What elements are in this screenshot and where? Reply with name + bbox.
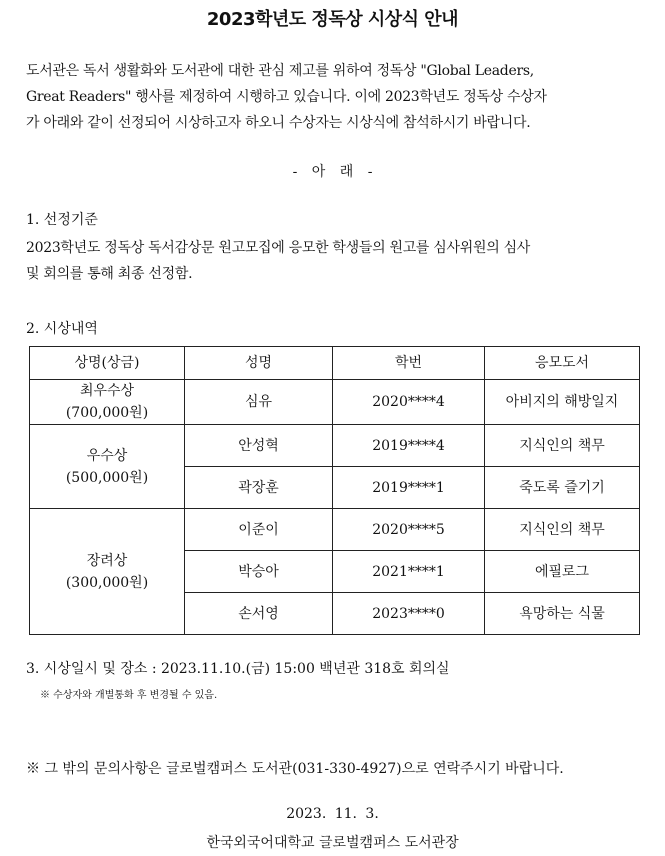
intro-paragraph bbox=[26, 58, 640, 136]
header-book: 응모도서 bbox=[485, 347, 640, 380]
winner-name: 손서영 bbox=[185, 593, 333, 635]
book-title: 욕망하는 식물 bbox=[485, 593, 640, 635]
award-title: 장려상 bbox=[86, 552, 128, 569]
winner-name: 이준이 bbox=[185, 509, 333, 551]
header-award: 상명(상금) bbox=[30, 347, 185, 380]
book-title: 지식인의 책무 bbox=[485, 509, 640, 551]
book-title: 죽도록 즐기기 bbox=[485, 467, 640, 509]
student-id: 2023****0 bbox=[333, 593, 485, 635]
intro-line: 도서관은 독서 생활화와 도서관에 대한 관심 제고를 위하여 정독상 "Global Leaders, bbox=[26, 63, 534, 79]
table-row bbox=[30, 425, 640, 467]
section1-body bbox=[26, 235, 640, 287]
award-prize: (500,000원) bbox=[65, 469, 149, 486]
student-id: 2020****5 bbox=[333, 509, 485, 551]
student-id: 2021****1 bbox=[333, 551, 485, 593]
awards-table bbox=[29, 346, 640, 635]
student-id: 2020****4 bbox=[333, 380, 485, 425]
student-id: 2019****4 bbox=[333, 425, 485, 467]
section1-line: 2023학년도 정독상 독서감상문 원고모집에 응모한 학생들의 원고를 심사위원의 심사 bbox=[26, 240, 531, 256]
book-title: 지식인의 책무 bbox=[485, 425, 640, 467]
table-row bbox=[30, 509, 640, 551]
section2-title: 2. 시상내역 bbox=[26, 321, 98, 337]
issue-date: 2023. 11. 3. bbox=[286, 806, 379, 822]
book-title: 에필로그 bbox=[485, 551, 640, 593]
award-title: 최우수상 bbox=[79, 383, 135, 399]
award-prize: (700,000원) bbox=[65, 405, 149, 421]
section1-line: 및 회의를 통해 최종 선정함. bbox=[26, 266, 193, 282]
award-title: 우수상 bbox=[86, 447, 128, 464]
student-id: 2019****1 bbox=[333, 467, 485, 509]
winner-name: 심유 bbox=[185, 380, 333, 425]
header-student-id: 학번 bbox=[333, 347, 485, 380]
arae-heading: - 아 래 - bbox=[292, 164, 373, 180]
table-row bbox=[30, 380, 640, 425]
contact-note: ※ 그 밖의 문의사항은 글로벌캠퍼스 도서관(031-330-4927)으로 연락주시기 바랍니다. bbox=[26, 761, 564, 777]
page-title: 2023학년도 정독상 시상식 안내 bbox=[206, 9, 459, 30]
winner-name: 박승아 bbox=[185, 551, 333, 593]
award-prize: (300,000원) bbox=[65, 574, 149, 591]
award-cell bbox=[30, 380, 185, 425]
section3-note: ※ 수상자와 개별통화 후 변경될 수 있음. bbox=[40, 690, 218, 701]
signature: 한국외국어대학교 글로벌캠퍼스 도서관장 bbox=[206, 835, 459, 851]
award-cell bbox=[30, 425, 185, 509]
intro-line: Great Readers" 행사를 제정하여 시행하고 있습니다. 이에 2023학년도 정독상 수상자 bbox=[26, 89, 547, 105]
section1-title: 1. 선정기준 bbox=[26, 212, 98, 228]
book-title: 아비지의 해방일지 bbox=[485, 380, 640, 425]
section3-schedule: 3. 시상일시 및 장소 : 2023.11.10.(금) 15:00 백년관 318호 회의실 bbox=[26, 661, 450, 677]
intro-line: 가 아래와 같이 선정되어 시상하고자 하오니 수상자는 시상식에 참석하시기 바랍니다. bbox=[26, 115, 531, 131]
award-cell bbox=[30, 509, 185, 635]
header-name: 성명 bbox=[185, 347, 333, 380]
table-header-row bbox=[30, 347, 640, 380]
winner-name: 곽장훈 bbox=[185, 467, 333, 509]
winner-name: 안성혁 bbox=[185, 425, 333, 467]
